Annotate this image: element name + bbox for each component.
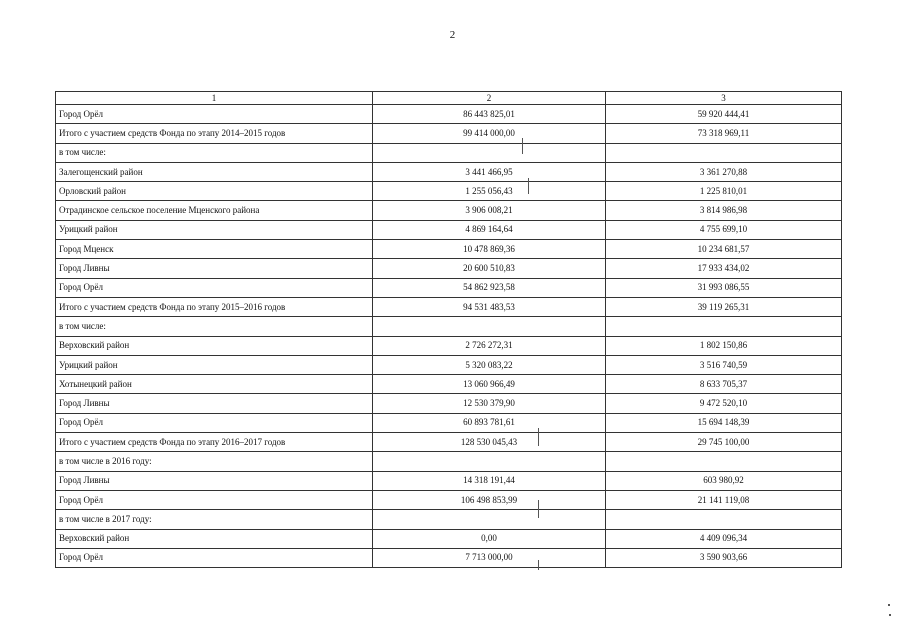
row-col2-cell: 106 498 853,99 bbox=[373, 490, 606, 509]
row-col3-cell bbox=[606, 510, 842, 529]
scan-artifact bbox=[528, 178, 529, 194]
row-name-cell: Город Орёл bbox=[56, 548, 373, 567]
row-col2-cell: 12 530 379,90 bbox=[373, 394, 606, 413]
table-row bbox=[56, 220, 842, 239]
row-col3-cell: 9 472 520,10 bbox=[606, 394, 842, 413]
row-col2-cell bbox=[373, 143, 606, 162]
row-name-cell: Верховский район bbox=[56, 336, 373, 355]
row-col2-cell: 3 441 466,95 bbox=[373, 162, 606, 181]
row-name-cell: Хотынецкий район bbox=[56, 375, 373, 394]
table-row bbox=[56, 259, 842, 278]
row-col3-cell: 73 318 969,11 bbox=[606, 124, 842, 143]
table-row bbox=[56, 548, 842, 567]
column-header-1: 1 bbox=[56, 92, 373, 105]
table-row bbox=[56, 510, 842, 529]
row-col3-cell: 4 755 699,10 bbox=[606, 220, 842, 239]
table-row bbox=[56, 336, 842, 355]
table-row bbox=[56, 433, 842, 452]
row-col3-cell: 59 920 444,41 bbox=[606, 105, 842, 124]
table-row bbox=[56, 143, 842, 162]
row-name-cell: Город Орёл bbox=[56, 413, 373, 432]
row-col3-cell bbox=[606, 143, 842, 162]
row-col2-cell: 54 862 923,58 bbox=[373, 278, 606, 297]
row-col2-cell bbox=[373, 317, 606, 336]
row-name-cell: Орловский район bbox=[56, 182, 373, 201]
row-col3-cell: 29 745 100,00 bbox=[606, 433, 842, 452]
row-col3-cell: 3 361 270,88 bbox=[606, 162, 842, 181]
row-col3-cell: 21 141 119,08 bbox=[606, 490, 842, 509]
row-col3-cell: 39 119 265,31 bbox=[606, 297, 842, 316]
row-name-cell: Верховский район bbox=[56, 529, 373, 548]
row-col3-cell bbox=[606, 317, 842, 336]
row-name-cell: Итого с участием средств Фонда по этапу 2014–2015 годов bbox=[56, 124, 373, 143]
row-col2-cell: 0,00 bbox=[373, 529, 606, 548]
row-col3-cell: 4 409 096,34 bbox=[606, 529, 842, 548]
row-col3-cell: 3 814 986,98 bbox=[606, 201, 842, 220]
table-row bbox=[56, 240, 842, 259]
row-col3-cell: 3 590 903,66 bbox=[606, 548, 842, 567]
row-col2-cell: 128 530 045,43 bbox=[373, 433, 606, 452]
row-col2-cell: 1 255 056,43 bbox=[373, 182, 606, 201]
table-row bbox=[56, 124, 842, 143]
row-name-cell: Город Ливны bbox=[56, 394, 373, 413]
page-number: 2 bbox=[449, 29, 456, 41]
scan-artifact bbox=[538, 500, 539, 518]
row-name-cell: Итого с участием средств Фонда по этапу 2015–2016 годов bbox=[56, 297, 373, 316]
row-col3-cell bbox=[606, 452, 842, 471]
row-col2-cell: 3 906 008,21 bbox=[373, 201, 606, 220]
row-col2-cell: 60 893 781,61 bbox=[373, 413, 606, 432]
table-row bbox=[56, 182, 842, 201]
row-col2-cell: 99 414 000,00 bbox=[373, 124, 606, 143]
row-col3-cell: 1 802 150,86 bbox=[606, 336, 842, 355]
row-name-cell: Город Орёл bbox=[56, 278, 373, 297]
table-row bbox=[56, 201, 842, 220]
row-col2-cell bbox=[373, 510, 606, 529]
row-col2-cell: 13 060 966,49 bbox=[373, 375, 606, 394]
row-name-cell: Залегощенский район bbox=[56, 162, 373, 181]
row-name-cell: Город Орёл bbox=[56, 105, 373, 124]
table-row bbox=[56, 317, 842, 336]
row-col2-cell bbox=[373, 452, 606, 471]
row-name-cell: Город Ливны bbox=[56, 471, 373, 490]
row-col2-cell: 4 869 164,64 bbox=[373, 220, 606, 239]
row-col2-cell: 14 318 191,44 bbox=[373, 471, 606, 490]
table-header-row bbox=[56, 92, 842, 105]
table-row bbox=[56, 471, 842, 490]
row-name-cell: Урицкий район bbox=[56, 220, 373, 239]
row-col2-cell: 5 320 083,22 bbox=[373, 355, 606, 374]
row-col3-cell: 3 516 740,59 bbox=[606, 355, 842, 374]
table-row bbox=[56, 375, 842, 394]
table-row bbox=[56, 413, 842, 432]
row-name-cell: Город Ливны bbox=[56, 259, 373, 278]
row-col3-cell: 8 633 705,37 bbox=[606, 375, 842, 394]
row-col3-cell: 1 225 810,01 bbox=[606, 182, 842, 201]
scan-artifact bbox=[538, 428, 539, 446]
row-col2-cell: 86 443 825,01 bbox=[373, 105, 606, 124]
scan-artifact bbox=[522, 138, 523, 154]
row-name-cell: Урицкий район bbox=[56, 355, 373, 374]
table-row bbox=[56, 162, 842, 181]
table-row bbox=[56, 490, 842, 509]
table-row bbox=[56, 452, 842, 471]
scan-artifact bbox=[538, 560, 539, 570]
row-name-cell: в том числе: bbox=[56, 317, 373, 336]
row-name-cell: Город Орёл bbox=[56, 490, 373, 509]
row-col2-cell: 94 531 483,53 bbox=[373, 297, 606, 316]
data-table bbox=[55, 91, 842, 568]
row-name-cell: в том числе: bbox=[56, 143, 373, 162]
row-name-cell: Отрадинское сельское поселение Мценского района bbox=[56, 201, 373, 220]
row-col2-cell: 10 478 869,36 bbox=[373, 240, 606, 259]
row-col3-cell: 603 980,92 bbox=[606, 471, 842, 490]
row-col2-cell: 2 726 272,31 bbox=[373, 336, 606, 355]
row-name-cell: Город Мценск bbox=[56, 240, 373, 259]
table-row bbox=[56, 105, 842, 124]
table-body bbox=[56, 92, 842, 568]
table-row bbox=[56, 278, 842, 297]
row-name-cell: в том числе в 2016 году: bbox=[56, 452, 373, 471]
row-name-cell: в том числе в 2017 году: bbox=[56, 510, 373, 529]
row-col3-cell: 31 993 086,55 bbox=[606, 278, 842, 297]
row-col3-cell: 10 234 681,57 bbox=[606, 240, 842, 259]
row-col2-cell: 20 600 510,83 bbox=[373, 259, 606, 278]
column-header-2: 2 bbox=[373, 92, 606, 105]
table-row bbox=[56, 297, 842, 316]
scan-artifact bbox=[888, 604, 890, 606]
row-name-cell: Итого с участием средств Фонда по этапу 2016–2017 годов bbox=[56, 433, 373, 452]
table-row bbox=[56, 394, 842, 413]
table-row bbox=[56, 529, 842, 548]
table-row bbox=[56, 355, 842, 374]
column-header-3: 3 bbox=[606, 92, 842, 105]
row-col3-cell: 17 933 434,02 bbox=[606, 259, 842, 278]
scan-artifact bbox=[889, 614, 891, 616]
row-col3-cell: 15 694 148,39 bbox=[606, 413, 842, 432]
row-col2-cell: 7 713 000,00 bbox=[373, 548, 606, 567]
